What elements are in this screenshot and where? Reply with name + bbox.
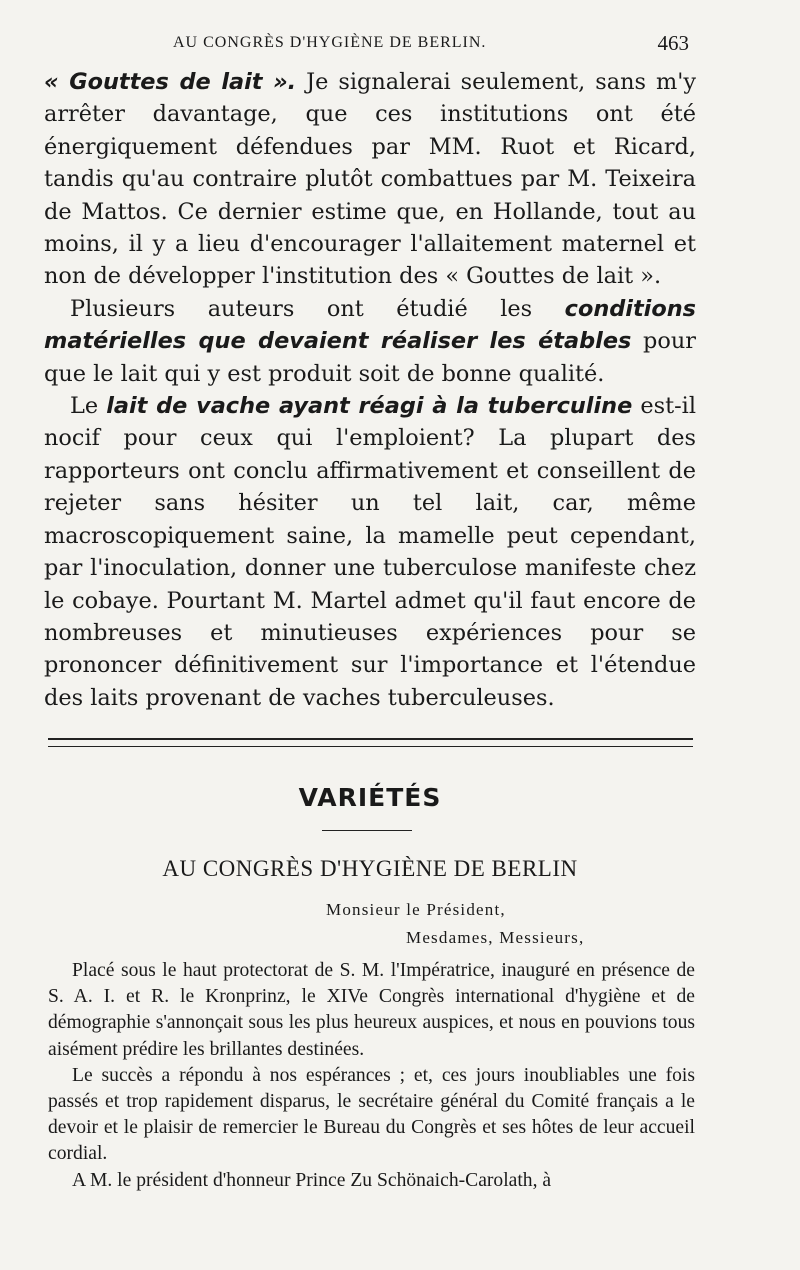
running-title: AU CONGRÈS D'HYGIÈNE DE BERLIN. <box>173 34 487 51</box>
paragraph-lait-de-vache <box>44 390 696 714</box>
paragraph-text: est-il nocif pour ceux qui l'emploient? La plupart des rapporteurs ont conclu affirmativement et conseillent de rejeter sans hésiter un tel lait, car, même macroscopiquement saine, la mamelle peut cependant, par l'inoculation, donner une tuberculose manifeste chez le cobaye. Pourtant M. Martel admet qu'il faut encore de nombreuses et minutieuses expériences pour se prononcer définitivement sur l'importance et l'étendue des laits provenant de vaches tuberculeuses. <box>44 393 696 711</box>
paragraph-conditions-materielles <box>44 293 696 390</box>
heading-underline <box>322 830 412 831</box>
salutation-line-1: Monsieur le Président, <box>326 900 506 919</box>
page-number: 463 <box>657 31 689 55</box>
paragraph-gouttes-de-lait <box>44 66 696 293</box>
paragraph-text: Je signalerai seulement, sans m'y arrêter davantage, que ces institutions ont été énergiquement défendues par MM. Ruot et Ricard, tandis qu'au contraire plutôt combattues par M. Teixeira de Mattos. Ce dernier estime que, en Hollande, tout au moins, il y a lieu d'encourager l'allaitement maternel et non de développer l'institution des « Gouttes de lait ». <box>44 69 696 290</box>
article-title: AU CONGRÈS D'HYGIÈNE DE BERLIN <box>162 856 578 881</box>
lower-text-block <box>48 958 695 1194</box>
emphasis-conditions-materielles: conditions matérielles que devaient réaliser les étables <box>44 295 696 355</box>
paragraph-protectorat: Placé sous le haut protectorat de S. M. l'Impératrice, inauguré en présence de S. A. I. et R. le Kronprinz, le XIVe Congrès international d'hygiène et de démographie s'annonçait sous les plus heureux auspices, et nous en pouvions tous aisément prédire les brillantes destinées. <box>48 960 695 1060</box>
paragraph-text: Le <box>70 393 107 420</box>
emphasis-gouttes-de-lait: « Gouttes de lait ». <box>44 69 297 95</box>
paragraph-president: A M. le président d'honneur Prince Zu Schönaich-Carolath, à <box>72 1169 552 1191</box>
running-head <box>48 31 693 58</box>
section-heading: VARIÉTÉS <box>298 783 442 812</box>
double-rule-divider <box>48 738 693 747</box>
paragraph-text: Plusieurs auteurs ont étudié les <box>70 295 565 322</box>
salutation-line-2: Mesdames, Messieurs, <box>406 928 585 947</box>
upper-text-block <box>44 66 696 714</box>
paragraph-succes: Le succès a répondu à nos espérances ; et, ces jours inoubliables une fois passés et trop rapidement disparus, le secrétaire général du Comité français a le devoir et le plaisir de remercier le Bureau du Congrès et ses hôtes de leur accueil cordial. <box>48 1064 695 1165</box>
emphasis-lait-de-vache: lait de vache ayant réagi à la tuberculine <box>106 393 633 420</box>
paragraph-text: pour que le lait qui y est produit soit de bonne qualité. <box>44 328 696 387</box>
